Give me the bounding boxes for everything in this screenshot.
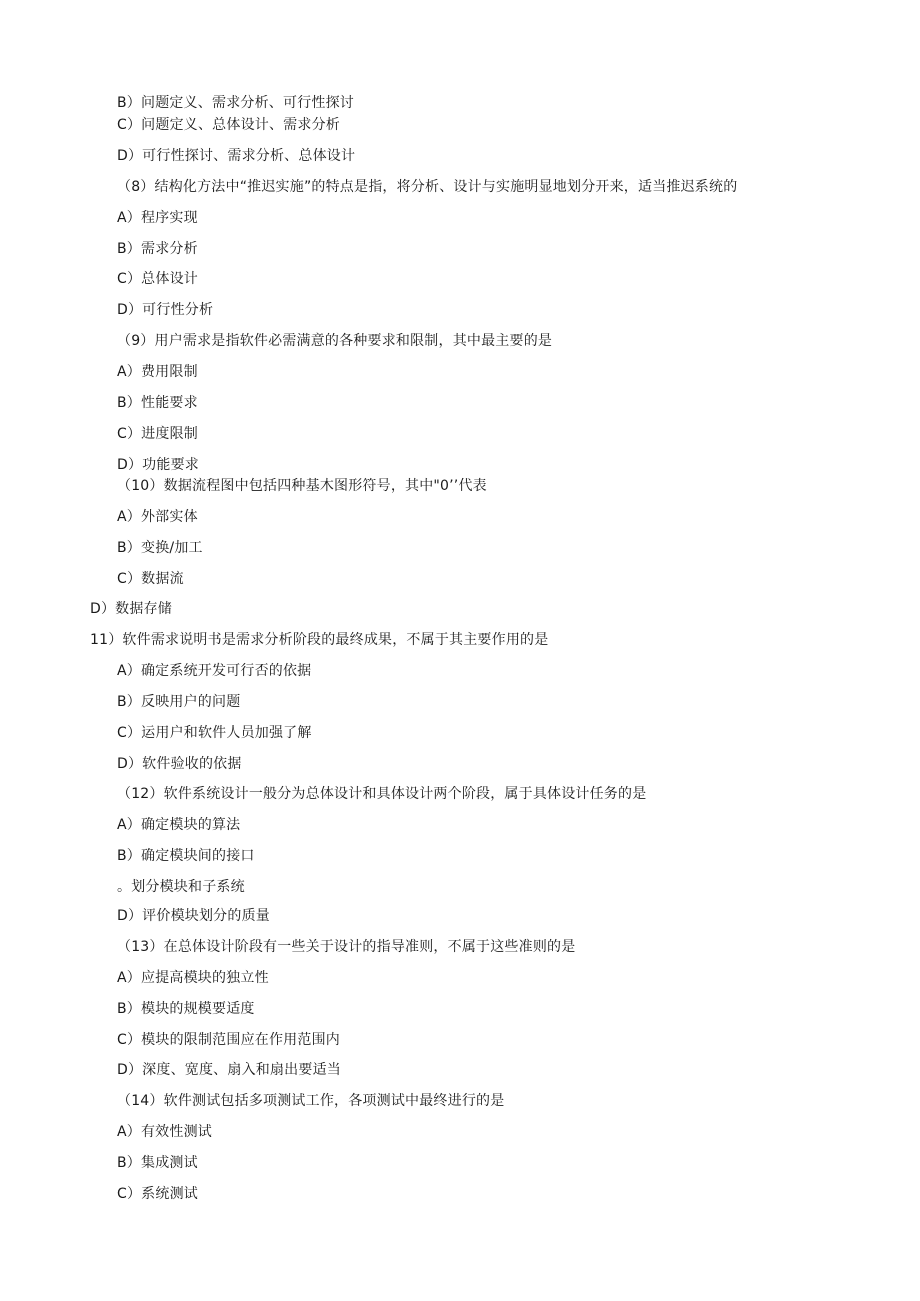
question-line: （12）软件系统设计一般分为总体设计和具体设计两个阶段，属于具体设计任务的是	[117, 786, 647, 802]
option-line: D）可行性探讨、需求分析、总体设计	[117, 148, 356, 164]
option-line: A）有效性测试	[117, 1124, 212, 1140]
option-line: D）数据存储	[90, 601, 172, 617]
option-line: C）数据流	[117, 571, 184, 587]
option-line: D）深度、宽度、扇入和扇出要适当	[117, 1062, 341, 1078]
option-line: D）可行性分析	[117, 302, 214, 318]
option-line: A）确定模块的算法	[117, 817, 241, 833]
option-line: B）性能要求	[117, 395, 198, 411]
question-line: （8）结构化方法中“推迟实施”的特点是指，将分析、设计与实施明显地划分开来，适当推迟系统的	[117, 179, 738, 195]
question-line: （13）在总体设计阶段有一些关于设计的指导准则，不属于这些准则的是	[117, 939, 576, 955]
option-line: B）变换/加工	[117, 540, 203, 556]
option-line: D）评价模块划分的质量	[117, 908, 270, 924]
option-line: A）程序实现	[117, 210, 198, 226]
option-line: A）费用限制	[117, 364, 198, 380]
option-line: B）确定模块间的接口	[117, 848, 255, 864]
option-line: C）运用户和软件人员加强了解	[117, 725, 312, 741]
option-line: C）系统测试	[117, 1186, 198, 1202]
option-line: D）软件验收的依据	[117, 756, 242, 772]
option-line: B）集成测试	[117, 1155, 198, 1171]
option-line: C）问题定义、总体设计、需求分析	[117, 117, 340, 133]
option-line: C）总体设计	[117, 271, 198, 287]
question-line: （10）数据流程图中包括四种基木图形符号，其中"0’’代表	[117, 478, 487, 494]
question-line: （9）用户需求是指软件必需满意的各种要求和限制，其中最主要的是	[117, 333, 553, 349]
question-line: （14）软件测试包括多项测试工作，各项测试中最终进行的是	[117, 1093, 505, 1109]
option-line: B）需求分析	[117, 241, 198, 257]
option-line: A）确定系统开发可行否的依据	[117, 663, 312, 679]
option-line: 。划分模块和子系统	[117, 879, 245, 895]
option-line: B）问题定义、需求分析、可行性探讨	[117, 95, 355, 111]
option-line: A）外部实体	[117, 509, 198, 525]
option-line: B）模块的规模要适度	[117, 1001, 255, 1017]
option-line: C）模块的限制范围应在作用范围内	[117, 1032, 340, 1048]
option-line: D）功能要求	[117, 457, 199, 473]
option-line: B）反映用户的问题	[117, 694, 241, 710]
option-line: A）应提高模块的独立性	[117, 970, 269, 986]
option-line: C）进度限制	[117, 426, 198, 442]
question-line: 11）软件需求说明书是需求分析阶段的最终成果，不属于其主要作用的是	[90, 632, 549, 648]
